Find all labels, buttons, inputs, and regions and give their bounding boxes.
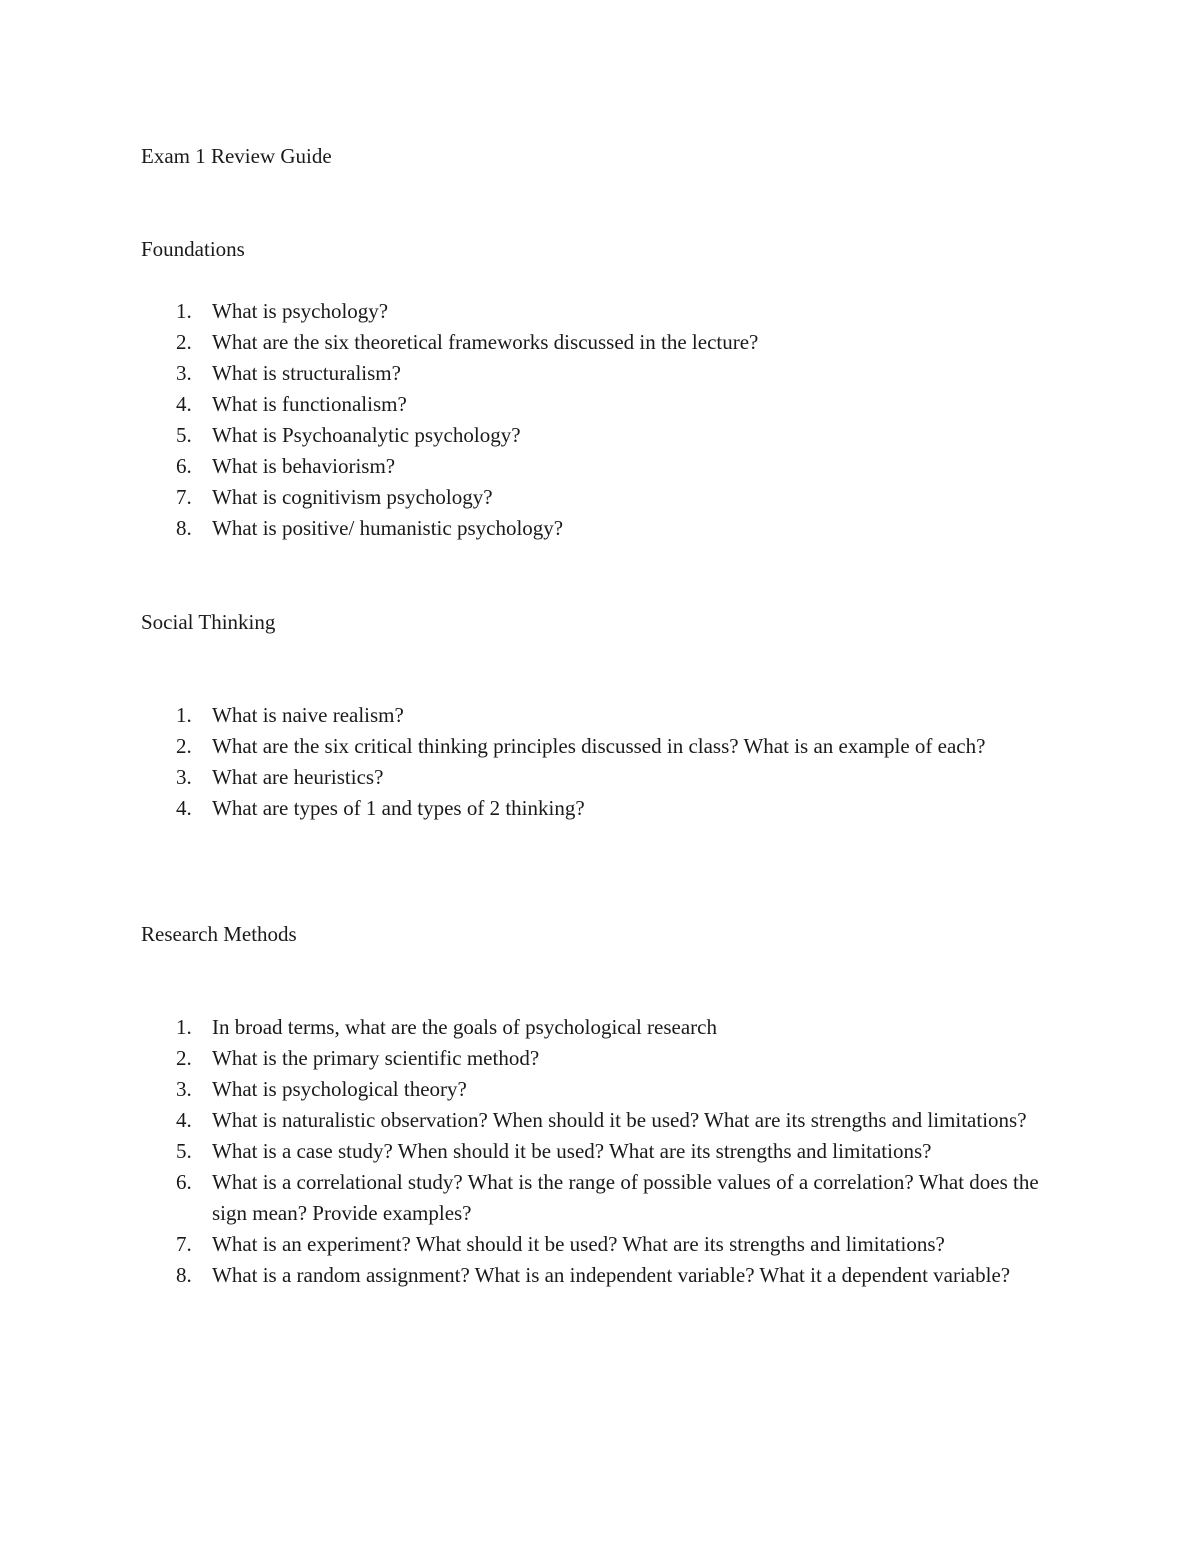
question-text: What is psychological theory? xyxy=(212,1077,467,1101)
social-thinking-question-list xyxy=(141,700,1061,824)
question-number: 2. xyxy=(176,734,192,758)
question-item xyxy=(141,762,1061,793)
question-item xyxy=(141,1012,1061,1043)
question-text: What is structuralism? xyxy=(212,361,401,385)
question-text: What are heuristics? xyxy=(212,765,384,789)
question-item xyxy=(141,1074,1061,1105)
question-text: What is behaviorism? xyxy=(212,454,396,478)
section-heading-research-methods: Research Methods xyxy=(141,922,297,946)
question-item xyxy=(141,1167,1061,1229)
question-text: What is cognitivism psychology? xyxy=(212,485,493,509)
question-text: What is psychology? xyxy=(212,299,389,323)
question-text: What are the six theoretical frameworks discussed in the lecture? xyxy=(212,330,759,354)
question-item xyxy=(141,513,1061,544)
question-number: 4. xyxy=(176,392,192,416)
question-item xyxy=(141,731,1061,762)
question-text: What is positive/ humanistic psychology? xyxy=(212,516,564,540)
question-item xyxy=(141,451,1061,482)
question-item xyxy=(141,1229,1061,1260)
question-item xyxy=(141,1105,1061,1136)
question-number: 2. xyxy=(176,1046,192,1070)
question-number: 1. xyxy=(176,299,192,323)
question-text: What is naive realism? xyxy=(212,703,404,727)
question-number: 7. xyxy=(176,485,192,509)
question-number: 6. xyxy=(176,454,192,478)
question-item xyxy=(141,1260,1061,1291)
question-text: In broad terms, what are the goals of psychological research xyxy=(212,1015,717,1039)
question-item xyxy=(141,420,1061,451)
question-item xyxy=(141,1136,1061,1167)
question-number: 1. xyxy=(176,1015,192,1039)
question-item xyxy=(141,327,1061,358)
question-number: 8. xyxy=(176,516,192,540)
question-text: What is the primary scientific method? xyxy=(212,1046,540,1070)
question-item xyxy=(141,296,1061,327)
question-text: What is naturalistic observation? When should it be used? What are its strengths and limitations? xyxy=(212,1108,1027,1132)
research-methods-question-list xyxy=(141,1012,1061,1291)
question-number: 3. xyxy=(176,1077,192,1101)
question-text: What is a random assignment? What is an independent variable? What it a dependent variable? xyxy=(212,1263,1011,1287)
question-text: What is functionalism? xyxy=(212,392,407,416)
section-heading-foundations: Foundations xyxy=(141,237,245,261)
question-text: What is an experiment? What should it be used? What are its strengths and limitations? xyxy=(212,1232,945,1256)
question-text: What is a case study? When should it be used? What are its strengths and limitations? xyxy=(212,1139,932,1163)
question-number: 1. xyxy=(176,703,192,727)
question-number: 5. xyxy=(176,423,192,447)
question-number: 3. xyxy=(176,361,192,385)
section-heading-social-thinking: Social Thinking xyxy=(141,610,276,634)
question-number: 3. xyxy=(176,765,192,789)
question-number: 6. xyxy=(176,1170,192,1194)
question-number: 8. xyxy=(176,1263,192,1287)
question-number: 2. xyxy=(176,330,192,354)
question-item xyxy=(141,1043,1061,1074)
question-number: 4. xyxy=(176,1108,192,1132)
question-item xyxy=(141,389,1061,420)
foundations-question-list xyxy=(141,296,1061,544)
question-item xyxy=(141,793,1061,824)
question-text: What is a correlational study? What is the range of possible values of a correlation? What does the sign mean? Provide examples? xyxy=(212,1170,1039,1225)
question-number: 4. xyxy=(176,796,192,820)
question-text: What are the six critical thinking principles discussed in class? What is an example of each? xyxy=(212,734,986,758)
question-number: 7. xyxy=(176,1232,192,1256)
question-text: What is Psychoanalytic psychology? xyxy=(212,423,521,447)
question-item xyxy=(141,700,1061,731)
question-item xyxy=(141,358,1061,389)
question-text: What are types of 1 and types of 2 thinking? xyxy=(212,796,585,820)
question-number: 5. xyxy=(176,1139,192,1163)
document-title: Exam 1 Review Guide xyxy=(141,144,332,168)
question-item xyxy=(141,482,1061,513)
